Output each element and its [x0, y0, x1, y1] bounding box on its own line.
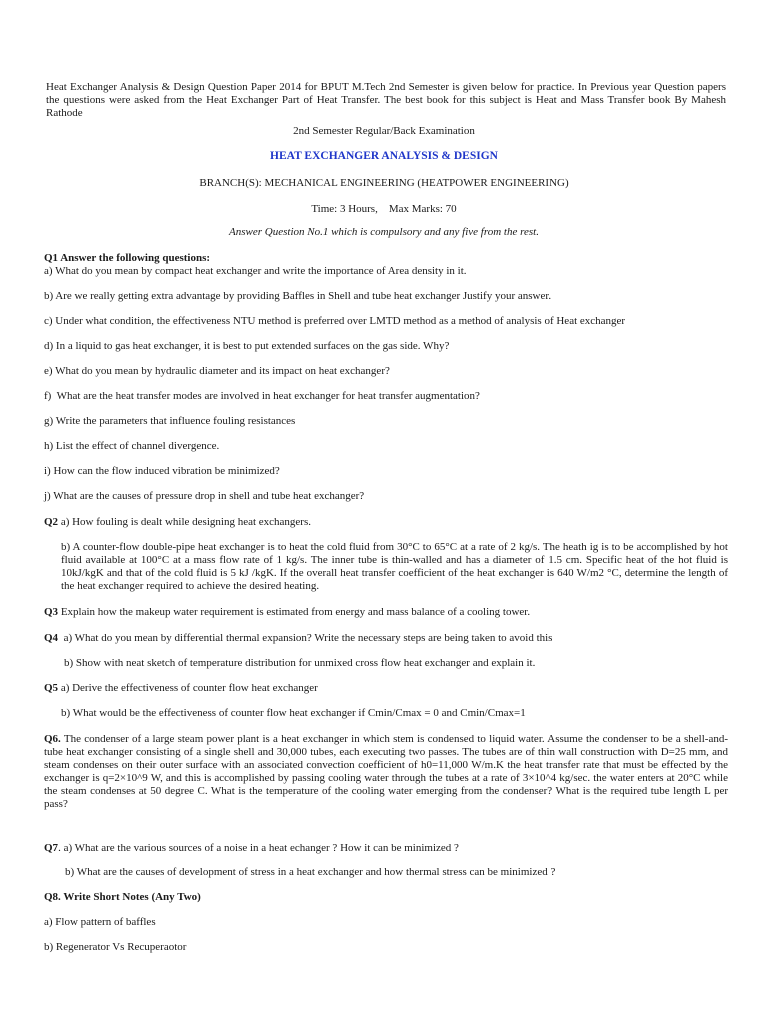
exam-type: 2nd Semester Regular/Back Examination: [293, 125, 475, 137]
q2-a: a) How fouling is dealt while designing heat exchangers.: [58, 516, 311, 528]
q6-text: The condenser of a large steam power plant is a heat exchanger in which stem is condensed to liquid water. Assume the condenser to be a shell-and-tube heat exchanger consisting of a single shell and 30,000 tubes, each executing two passes. The tubes are of thin wall construction with D=25 mm, and steam condenses on their outer surface with an associated convection coefficient of h0=11,000 W/m.K the heat transfer rate that must be effected by the exchanger is q=2×10^9 W, and this is accomplished by passing cooling water through the tubes at a rate of 3×10^4 kg/sec. the water enters at 20°C while the steam condenses at 50 degree C. What is the temperature of the cooling water emerging from the condenser? What is the required tube length L per pass?: [44, 733, 728, 810]
paper-title: HEAT EXCHANGER ANALYSIS & DESIGN: [270, 150, 498, 162]
q4-b: b) Show with neat sketch of temperature distribution for unmixed cross flow heat exchanger and explain it.: [64, 657, 536, 669]
q2-label: Q2: [44, 516, 59, 528]
q7-a-line: [44, 842, 728, 855]
q1-e: e) What do you mean by hydraulic diameter and its impact on heat exchanger?: [44, 365, 390, 377]
q4-label: Q4: [44, 632, 59, 644]
q4-a: a) What do you mean by differential thermal expansion? Write the necessary steps are being taken to avoid this: [58, 632, 553, 644]
q3-label: Q3: [44, 606, 59, 618]
q1-heading: Q1 Answer the following questions:: [44, 252, 211, 264]
q1-b: b) Are we really getting extra advantage by providing Baffles in Shell and tube heat exchanger Justify your answer.: [44, 290, 552, 302]
q5-a: a) Derive the effectiveness of counter flow heat exchanger: [58, 682, 318, 694]
q2-b: b) A counter-flow double-pipe heat exchanger is to heat the cold fluid from 30°C to 65°C at a rate of 2 kg/s. The heath ig is to be accomplished by hot fluid available at 100°C at a mass flow rate of 1 kg/s. The inner tube is thin-walled and has a diameter of 1.5 cm. Specific heat of the hot fluid is 10kJ/kgK and that of the cold fluid is 5 kJ /kgK. If the overall heat transfer coefficient of the heat exchanger is 640 W/m2 °C, determine the length of the heat exchanger required to achieve the desired heating.: [61, 541, 728, 592]
q7-b: b) What are the causes of development of stress in a heat exchanger and how thermal stress can be minimized ?: [65, 866, 556, 878]
q7-label: Q7: [44, 842, 59, 854]
q4-a-line: [44, 632, 728, 645]
q8-heading: Q8. Write Short Notes (Any Two): [44, 891, 201, 903]
intro-paragraph: Heat Exchanger Analysis & Design Question Paper 2014 for BPUT M.Tech 2nd Semester is given below for practice. In Previous year Question papers the questions were asked from the Heat Exchanger Part of Heat Transfer. The best book for this subject is Heat and Mass Transfer book By Mahesh Rathode: [46, 81, 726, 119]
branch-line: BRANCH(S): MECHANICAL ENGINEERING (HEATPOWER ENGINEERING): [199, 177, 569, 189]
q1-a: a) What do you mean by compact heat exchanger and write the importance of Area density in it.: [44, 265, 467, 277]
q1-g: g) Write the parameters that influence fouling resistances: [44, 415, 296, 427]
q3-text: Explain how the makeup water requirement is estimated from energy and mass balance of a cooling tower.: [58, 606, 531, 618]
q7-a: . a) What are the various sources of a noise in a heat echanger ? How it can be minimized ?: [58, 842, 459, 854]
q5-b: b) What would be the effectiveness of counter flow heat exchanger if Cmin/Cmax = 0 and Cmin/Cmax=1: [61, 707, 526, 719]
time-marks: Time: 3 Hours, Max Marks: 70: [311, 203, 457, 215]
q6-paragraph: [44, 733, 728, 811]
q8-b: b) Regenerator Vs Recuperaotor: [44, 941, 187, 953]
q1-f: f) What are the heat transfer modes are involved in heat exchanger for heat transfer augmentation?: [44, 390, 480, 402]
q1-d: d) In a liquid to gas heat exchanger, it is best to put extended surfaces on the gas side. Why?: [44, 340, 450, 352]
q1-c: c) Under what condition, the effectiveness NTU method is preferred over LMTD method as a method of analysis of Heat exchanger: [44, 315, 626, 327]
q6-label: Q6.: [44, 733, 61, 745]
q5-a-line: [44, 682, 728, 695]
q3-line: [44, 606, 728, 619]
q1-i: i) How can the flow induced vibration be minimized?: [44, 465, 280, 477]
q8-a: a) Flow pattern of baffles: [44, 916, 156, 928]
q5-label: Q5: [44, 682, 59, 694]
instruction-line: Answer Question No.1 which is compulsory and any five from the rest.: [229, 226, 539, 238]
q1-h: h) List the effect of channel divergence.: [44, 440, 220, 452]
q2-a-line: [44, 516, 728, 529]
q1-j: j) What are the causes of pressure drop in shell and tube heat exchanger?: [44, 490, 365, 502]
